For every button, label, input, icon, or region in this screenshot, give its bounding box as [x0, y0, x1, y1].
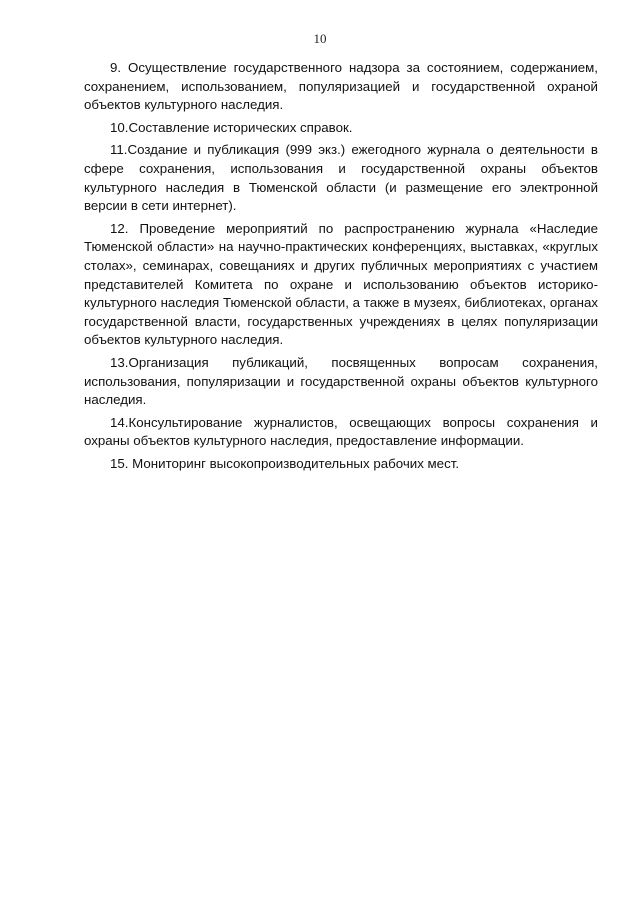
document-body: [84, 59, 598, 477]
page-number: 10: [313, 31, 327, 46]
paragraph-item-15: 15. Мониторинг высокопроизводительных рабочих мест.: [110, 455, 460, 471]
paragraph-item-9: 9. Осуществление государственного надзора за состоянием, содержанием, сохранением, использованием, популяризацией и государственной охраной объектов культурного наследия.: [84, 60, 598, 113]
paragraph-item-13: 13.Организация публикаций, посвященных вопросам сохранения, использования, популяризации и государственной охраны объектов культурного наследия.: [84, 354, 598, 408]
paragraph-item-11: 11.Создание и публикация (999 экз.) ежегодного журнала о деятельности в сфере сохранения, использования и государственной охраны объектов культурного наследия в Тюменской области (и размещение его электронной версии в сети интернет).: [84, 142, 598, 214]
paragraph-item-14: 14.Консультирование журналистов, освещающих вопросы сохранения и охраны объектов культурного наследия, предоставление информации.: [84, 414, 598, 449]
paragraph-item-10: 10.Составление исторических справок.: [110, 119, 353, 135]
paragraph-item-12: 12. Проведение мероприятий по распространению журнала «Наследие Тюменской области» на научно-практических конференциях, выставках, «круглых столах», семинарах, совещаниях и других публичных мероприятиях с участием представителей Комитета по охране и использованию объектов историко-культурного наследия Тюменской области, а также в музеях, библиотеках, органах государственной власти, государственных учреждениях в целях популяризации объектов культурного наследия.: [84, 220, 598, 348]
